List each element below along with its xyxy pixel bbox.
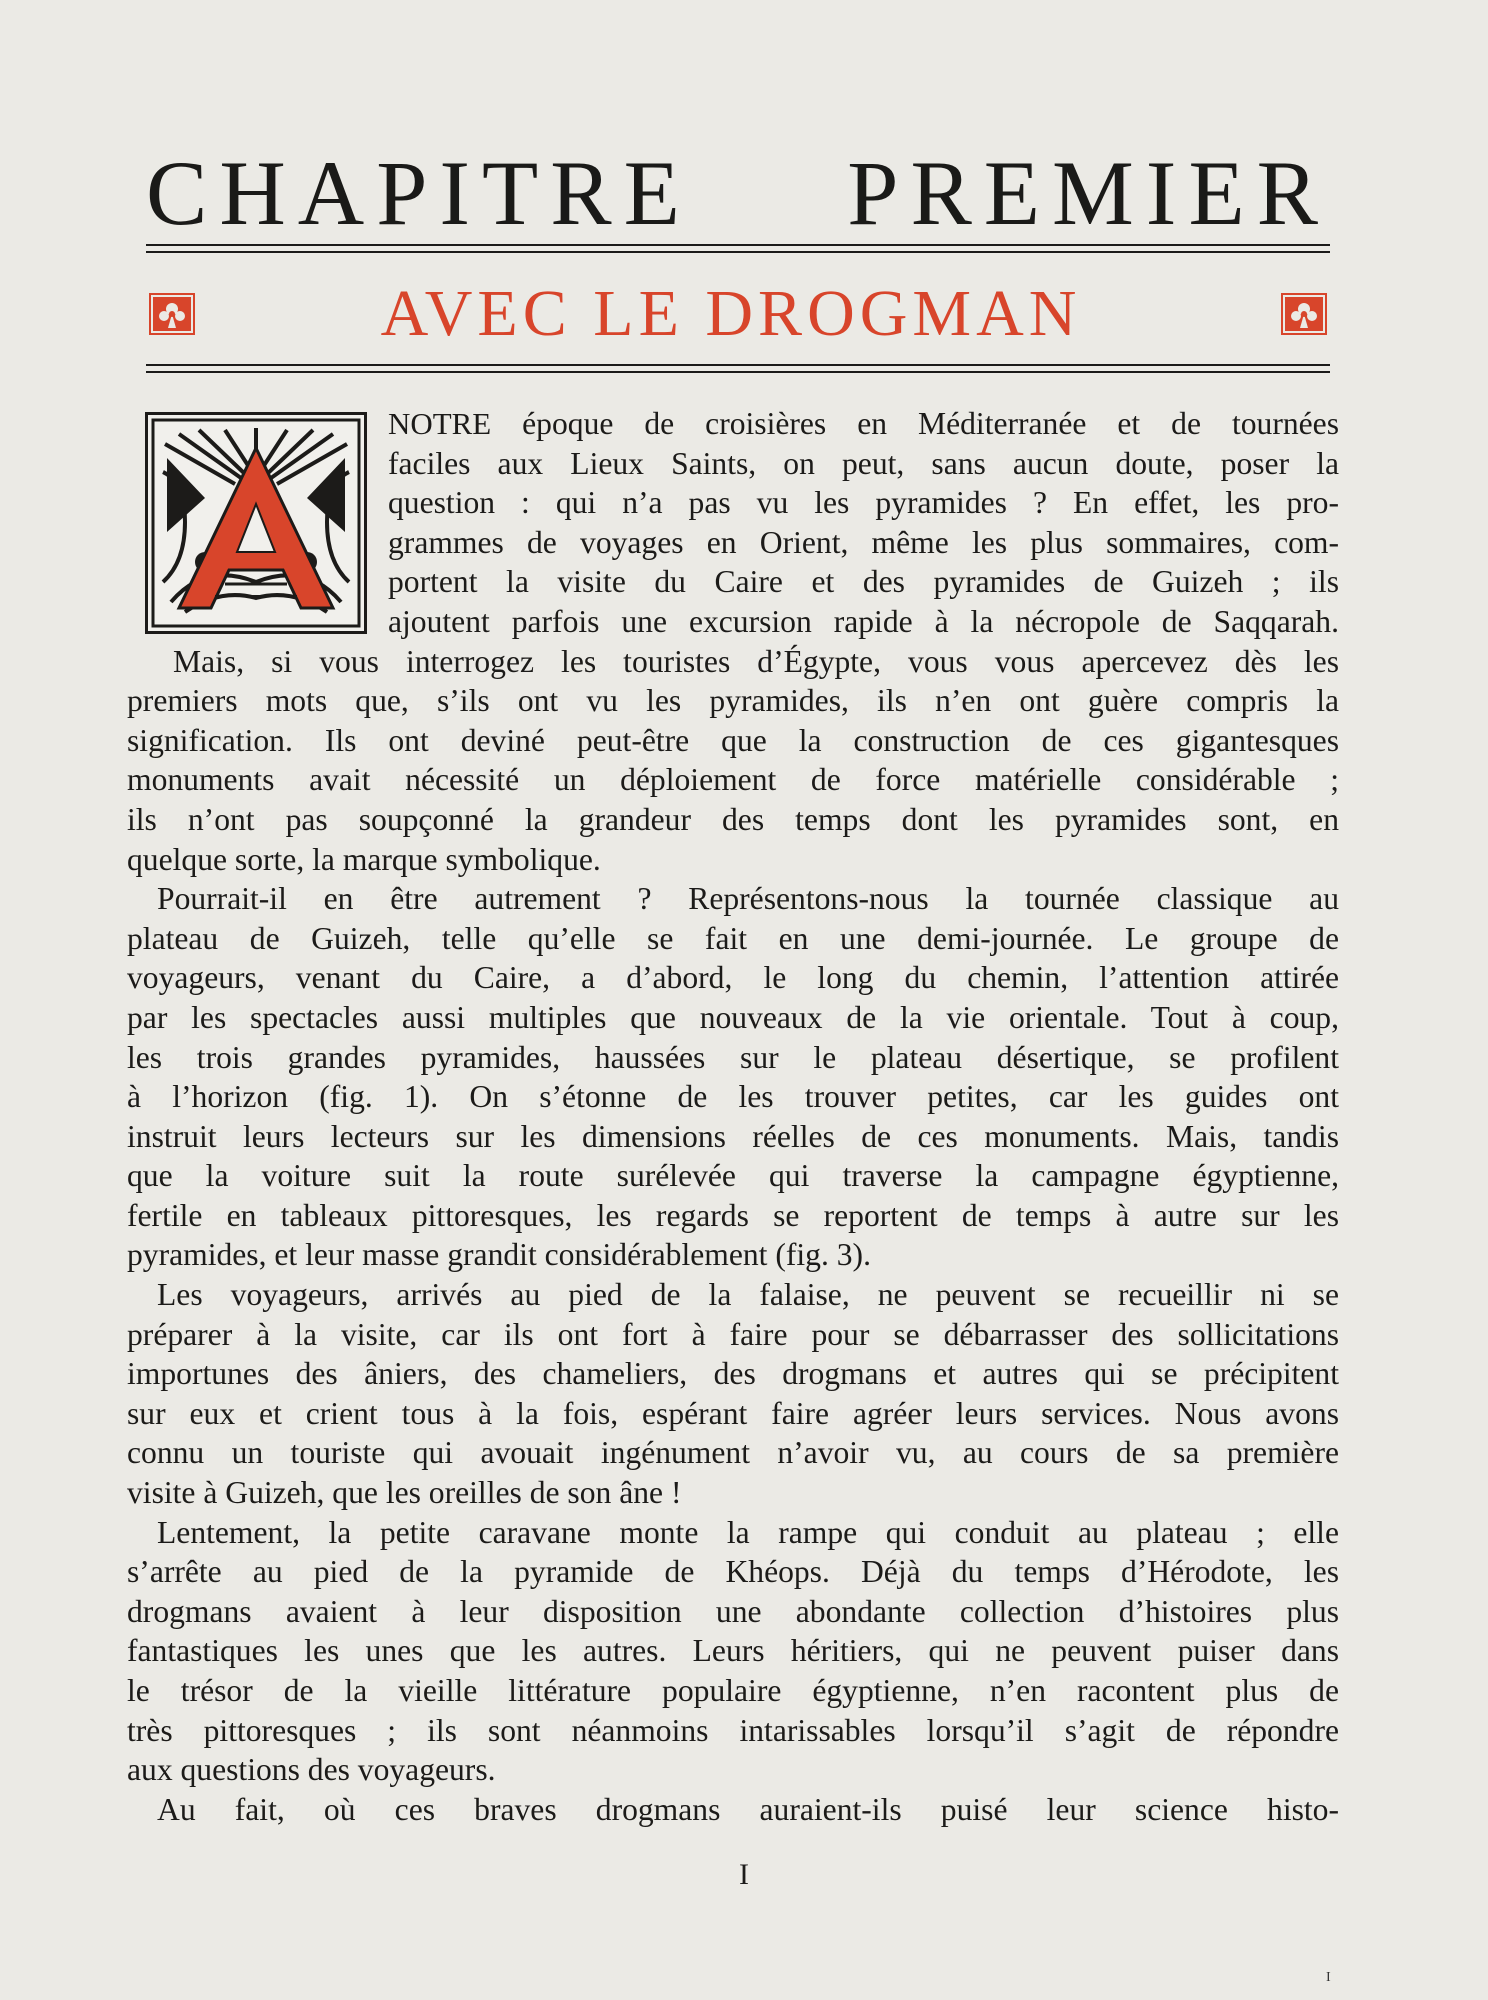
text-line: les trois grandes pyramides, haussées sur le plateau désertique, se profilent (127, 1039, 1339, 1075)
text-line: plateau de Guizeh, telle qu’elle se fait en une demi-journée. Le groupe de (127, 920, 1339, 956)
text-line: fertile en tableaux pittoresques, les regards se reportent de temps à autre sur les (127, 1197, 1339, 1233)
text-line: Les voyageurs, arrivés au pied de la falaise, ne peuvent se recueillir ni se (157, 1277, 1339, 1313)
text-line: sur eux et crient tous à la fois, espérant faire agréer leurs services. Nous avons (127, 1395, 1339, 1431)
text-line: grammes de voyages en Orient, même les plus sommaires, com- (388, 524, 1339, 560)
text-line: ils n’ont pas soupçonné la grandeur des temps dont les pyramides sont, en (127, 801, 1339, 837)
text-line: signification. Ils ont deviné peut-être que la construction de ces gigantesques (127, 722, 1339, 758)
text-line: portent la visite du Caire et des pyramides de Guizeh ; ils (388, 564, 1339, 600)
text-line: fantastiques les unes que les autres. Leurs héritiers, qui ne peuvent puiser dans (127, 1633, 1339, 1669)
body-text (127, 404, 1339, 1829)
page-number: I (739, 1858, 749, 1891)
text-line: très pittoresques ; ils sont néanmoins intarissables lorsqu’il s’agit de répondre (127, 1712, 1339, 1748)
text-line: Lentement, la petite caravane monte la rampe qui conduit au plateau ; elle (157, 1514, 1339, 1550)
double-rule-bottom (146, 364, 1330, 373)
text-line: aux questions des voyageurs. (127, 1752, 496, 1788)
text-line: que la voiture suit la route surélevée qui traverse la campagne égyptienne, (127, 1158, 1339, 1194)
text-line: voyageurs, venant du Caire, a d’abord, le long du chemin, l’attention attirée (127, 960, 1339, 996)
text-line: Mais, si vous interrogez les touristes d’Égypte, vous vous apercevez dès les (173, 643, 1339, 679)
text-line: Au fait, où ces braves drogmans auraient-ils puisé leur science histo- (157, 1791, 1339, 1827)
text-line: le trésor de la vieille littérature populaire égyptienne, n’en racontent plus de (127, 1673, 1339, 1708)
fleuron-ornament-left (148, 292, 196, 336)
text-line: connu un touriste qui avouait ingénument n’avoir vu, au cours de sa première (127, 1435, 1339, 1471)
text-line: Pourrait-il en être autrement ? Représentons-nous la tournée classique au (157, 881, 1339, 917)
text-line: par les spectacles aussi multiples que nouveaux de la vie orientale. Tout à coup, (127, 999, 1339, 1035)
text-line: premiers mots que, s’ils ont vu les pyramides, ils n’en ont guère compris la (127, 683, 1339, 719)
text-line: ajoutent parfois une excursion rapide à la nécropole de Saqqarah. (388, 603, 1339, 639)
text-line: à l’horizon (fig. 1). On s’étonne de les trouver petites, car les guides ont (127, 1079, 1339, 1115)
text-line: NOTRE époque de croisières en Méditerranée et de tournées (388, 406, 1339, 441)
text-line: s’arrête au pied de la pyramide de Khéops. Déjà du temps d’Hérodote, les (127, 1554, 1339, 1590)
text-line: faciles aux Lieux Saints, on peut, sans aucun doute, poser la (388, 445, 1339, 481)
text-line: drogmans avaient à leur disposition une abondante collection d’histoires plus (127, 1593, 1339, 1629)
chapter-title: AVEC LE DROGMAN (380, 277, 1082, 350)
text-line: préparer à la visite, car ils ont fort à faire pour se débarrasser des sollicitations (127, 1316, 1339, 1352)
double-rule-top (146, 244, 1330, 253)
text-line: quelque sorte, la marque symbolique. (127, 841, 601, 877)
fleuron-ornament-right (1280, 292, 1328, 336)
text-line: question : qui n’a pas vu les pyramides ? En effet, les pro- (388, 485, 1339, 521)
corner-mark: I (1326, 1970, 1331, 1985)
text-line: monuments avait nécessité un déploiement de force matérielle considérable ; (127, 762, 1339, 798)
text-line: pyramides, et leur masse grandit considérablement (fig. 3). (127, 1237, 871, 1273)
text-line: instruit leurs lecteurs sur les dimensions réelles de ces monuments. Mais, tandis (127, 1118, 1339, 1154)
opening-word: NOTRE (388, 406, 492, 441)
text-line: importunes des âniers, des chameliers, des drogmans et autres qui se précipitent (127, 1356, 1339, 1392)
chapter-heading: CHAPITRE PREMIER (146, 142, 1330, 244)
text-line: visite à Guizeh, que les oreilles de son âne ! (127, 1475, 682, 1511)
